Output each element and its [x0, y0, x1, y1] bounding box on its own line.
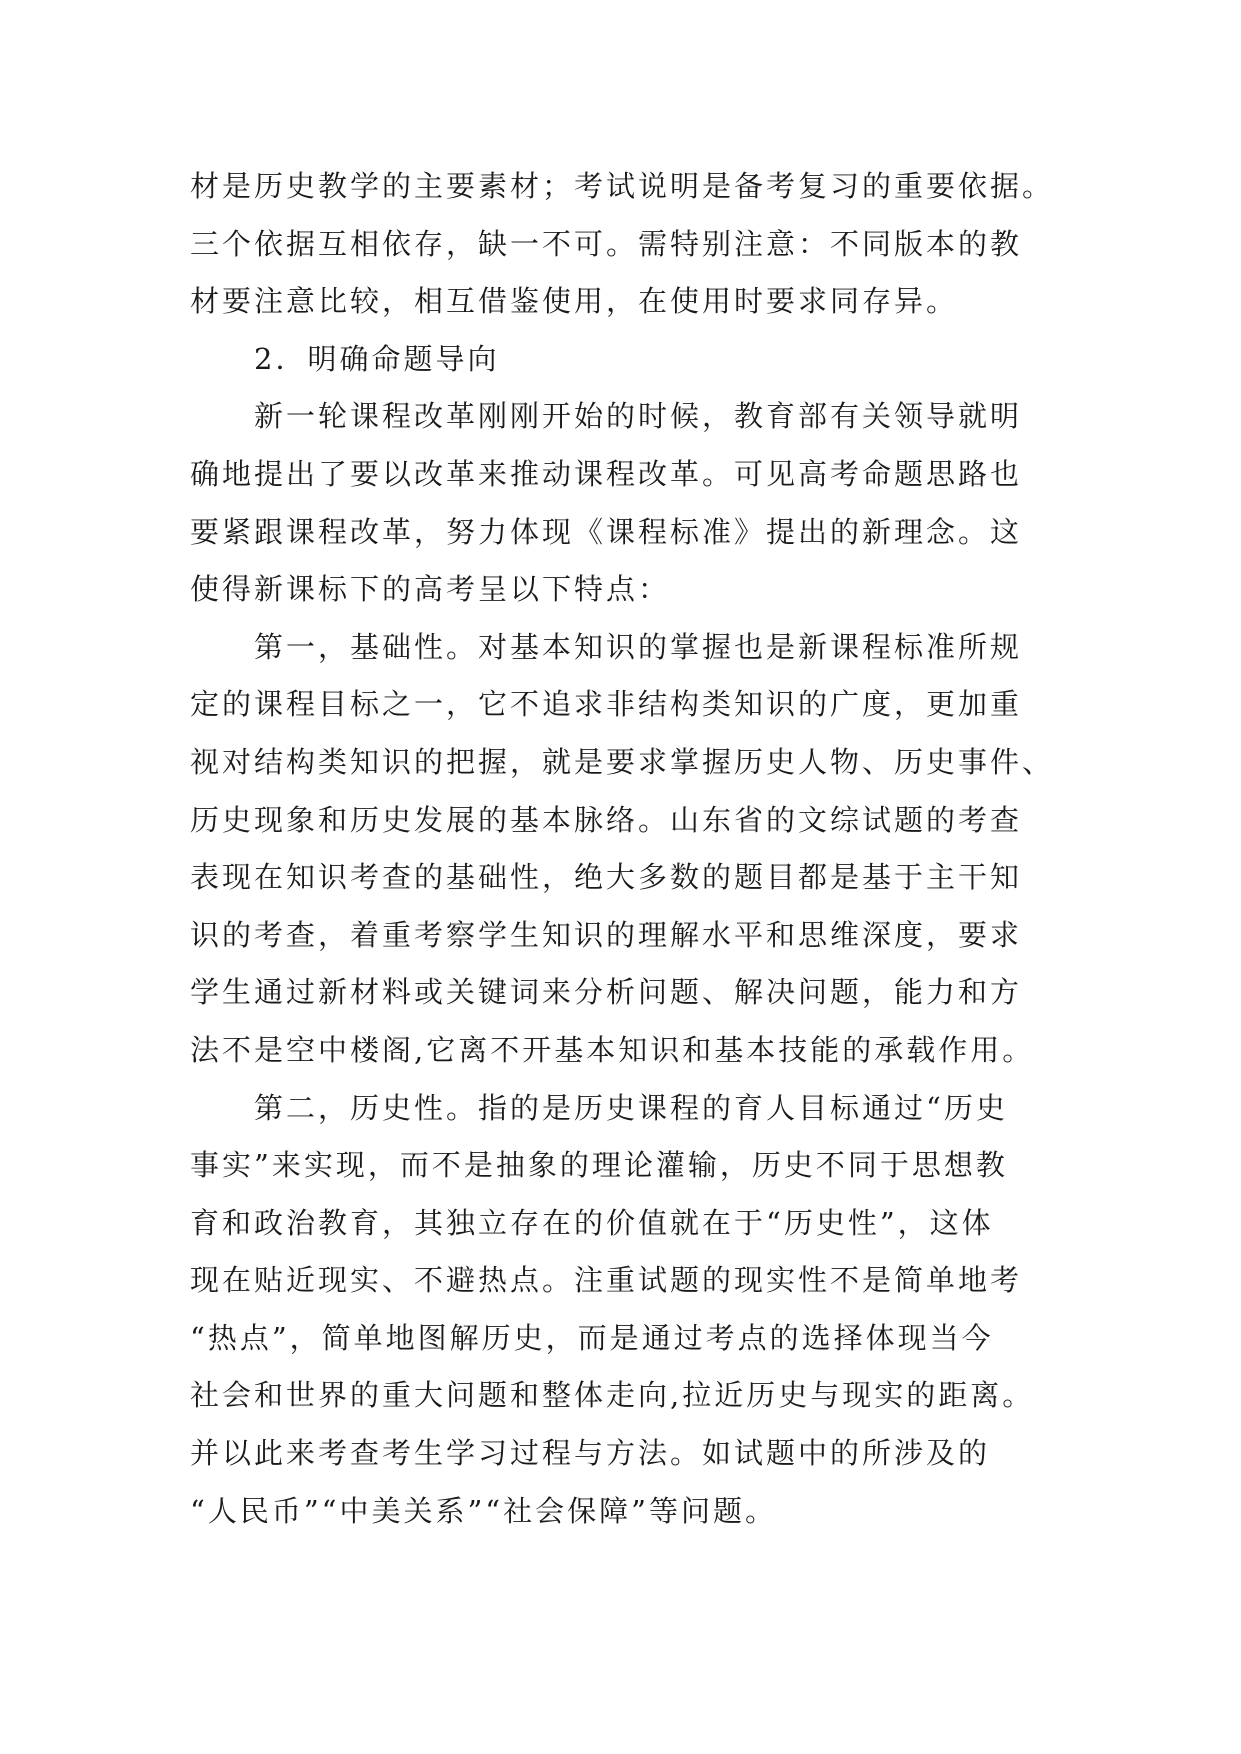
- text-line: 材是历史教学的主要素材；考试说明是备考复习的重要依据。: [190, 169, 1055, 203]
- text-line: 识的考查，着重考察学生知识的理解水平和思维深度，要求: [190, 917, 1023, 952]
- text-line: “热点”，简单地图解历史，而是通过考点的选择体现当今: [190, 1320, 994, 1355]
- text-line: 法不是空中楼阁,它离不开基本知识和基本技能的承载作用。: [190, 1032, 1035, 1067]
- text-line: 现在贴近现实、不避热点。注重试题的现实性不是简单地考: [190, 1263, 1023, 1298]
- text-line: 表现在知识考查的基础性，绝大多数的题目都是基于主干知: [190, 860, 1023, 895]
- text-line: 要紧跟课程改革，努力体现《课程标准》提出的新理念。这: [190, 514, 1023, 549]
- text-line: 材要注意比较，相互借鉴使用，在使用时要求同存异。: [190, 284, 959, 319]
- text-line: 使得新课标下的高考呈以下特点：: [190, 572, 671, 607]
- text-line: 2．明确命题导向: [254, 341, 500, 376]
- text-line: 并以此来考查考生学习过程与方法。如试题中的所涉及的: [190, 1436, 991, 1471]
- text-line: “人民币”“中美关系”“社会保障”等问题。: [190, 1493, 777, 1528]
- text-line: 育和政治教育，其独立存在的价值就在于“历史性”，这体: [190, 1205, 994, 1240]
- text-line: 社会和世界的重大问题和整体走向,拉近历史与现实的距离。: [190, 1378, 1035, 1413]
- text-line: 三个依据互相依存，缺一不可。需特别注意：不同版本的教: [190, 226, 1023, 261]
- text-line: 历史现象和历史发展的基本脉络。山东省的文综试题的考查: [190, 802, 1023, 837]
- text-line: 新一轮课程改革刚刚开始的时候，教育部有关领导就明: [254, 399, 1023, 434]
- text-line: 学生通过新材料或关键词来分析问题、解决问题，能力和方: [190, 975, 1023, 1010]
- text-line: 视对结构类知识的把握，就是要求掌握历史人物、历史事件、: [190, 744, 1055, 779]
- document-body: [190, 158, 1055, 1540]
- text-line: 确地提出了要以改革来推动课程改革。可见高考命题思路也: [190, 456, 1023, 491]
- text-line: 事实”来实现，而不是抽象的理论灌输，历史不同于思想教: [190, 1148, 1008, 1183]
- text-line: 第一，基础性。对基本知识的掌握也是新课程标准所规: [254, 629, 1023, 664]
- text-line: 定的课程目标之一，它不追求非结构类知识的广度，更加重: [190, 687, 1023, 722]
- text-line: 第二，历史性。指的是历史课程的育人目标通过“历史: [254, 1090, 1008, 1125]
